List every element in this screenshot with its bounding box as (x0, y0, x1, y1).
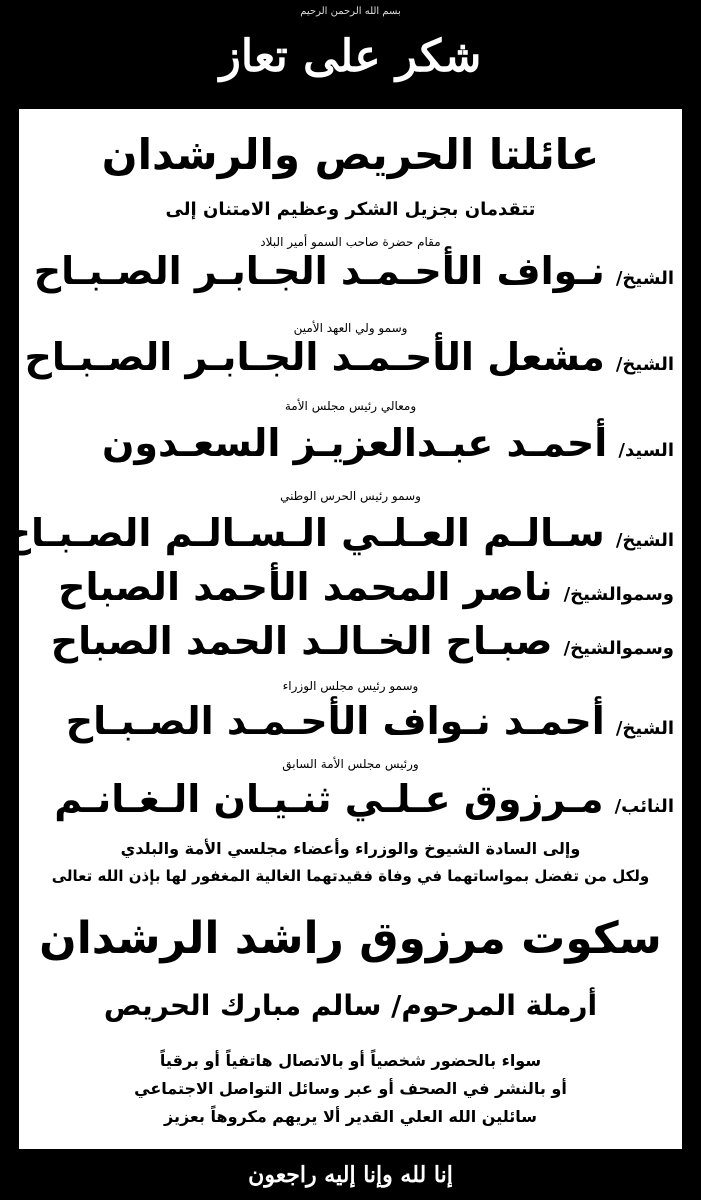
deceased-name: سكوت مرزوق راشد الرشدان (39, 913, 662, 964)
closing-line: أو بالنشر في الصحف أو عبر وسائل التواصل الاجتماعي (134, 1079, 567, 1098)
entry-title: الشيخ/ (615, 718, 674, 739)
entry-row (3, 511, 674, 555)
entry-caption: وسمو رئيس مجلس الوزراء (282, 679, 419, 693)
entry-name: سـالـم العـلـي الـسـالـم الصـبـاح (3, 511, 605, 555)
entry-name: مـرزوق عـلـي ثنـيـان الـغـانـم (54, 777, 604, 821)
entry-title: الشيخ/ (615, 354, 674, 375)
entry-row (29, 619, 674, 663)
entry-caption: وسمو رئيس الحرس الوطني (280, 489, 421, 503)
intro-line: تتقدمان بجزيل الشكر وعظيم الامتنان إلى (165, 199, 536, 220)
entry-name: أحمـد عبـدالعزيـز السعـدون (101, 421, 608, 465)
entry-name: ناصر المحمد الأحمد الصباح (58, 565, 553, 609)
entry-row (29, 249, 674, 293)
notice-panel (3, 109, 682, 1149)
entry-caption: ومعالي رئيس مجلس الأمة (284, 399, 417, 413)
header-title: شكر على تعاز (219, 31, 482, 82)
family-heading: عائلتا الحريص والرشدان (101, 130, 600, 179)
entry-title: السيد/ (618, 440, 674, 461)
entry-row (29, 421, 674, 465)
entry-title: وسموالشيخ/ (563, 638, 674, 659)
entry-title: وسموالشيخ/ (563, 584, 674, 605)
entry-name: أحمـد نـواف الأحـمـد الصـبـاح (65, 699, 605, 743)
entry-title: الشيخ/ (615, 268, 674, 289)
entry-row (29, 565, 674, 609)
entry-caption: وسمو ولي العهد الأمين (293, 321, 408, 335)
body-line: ولكل من تفضل بمواساتهما في وفاة فقيدتهما الغالية المغفور لها بإذن الله تعالى (51, 867, 650, 885)
entry-name: مشعل الأحـمـد الجـابـر الصـبـاح (24, 335, 605, 379)
entry-title: الشيخ/ (615, 530, 674, 551)
entry-row (24, 335, 674, 379)
basmala: بسم الله الرحمن الرحيم (300, 6, 401, 17)
entry-name: صبـاح الخـالـد الحمد الصباح (50, 619, 553, 663)
entry-row (29, 777, 674, 821)
closing-line: سائلين الله العلي القدير ألا يريهم مكروهاً بعزيز (163, 1107, 538, 1126)
entry-row (29, 699, 674, 743)
entry-caption: ورئيس مجلس الأمة السابق (282, 757, 419, 771)
entry-caption: مقام حضرة صاحب السمو أمير البلاد (260, 235, 441, 249)
body-line: وإلى السادة الشيوخ والوزراء وأعضاء مجلسي الأمة والبلدي (120, 839, 581, 858)
footer-verse: إنا لله وإنا إليه راجعون (248, 1162, 453, 1188)
entry-title: النائب/ (614, 796, 674, 817)
closing-line: سواء بالحضور شخصياً أو بالاتصال هاتفياً أو برقياً (159, 1051, 542, 1070)
widow-line: أرملة المرحوم/ سالم مبارك الحريص (103, 989, 598, 1022)
header-band (0, 0, 701, 108)
entry-name: نـواف الأحـمـد الجـابـر الصـبـاح (33, 249, 605, 293)
